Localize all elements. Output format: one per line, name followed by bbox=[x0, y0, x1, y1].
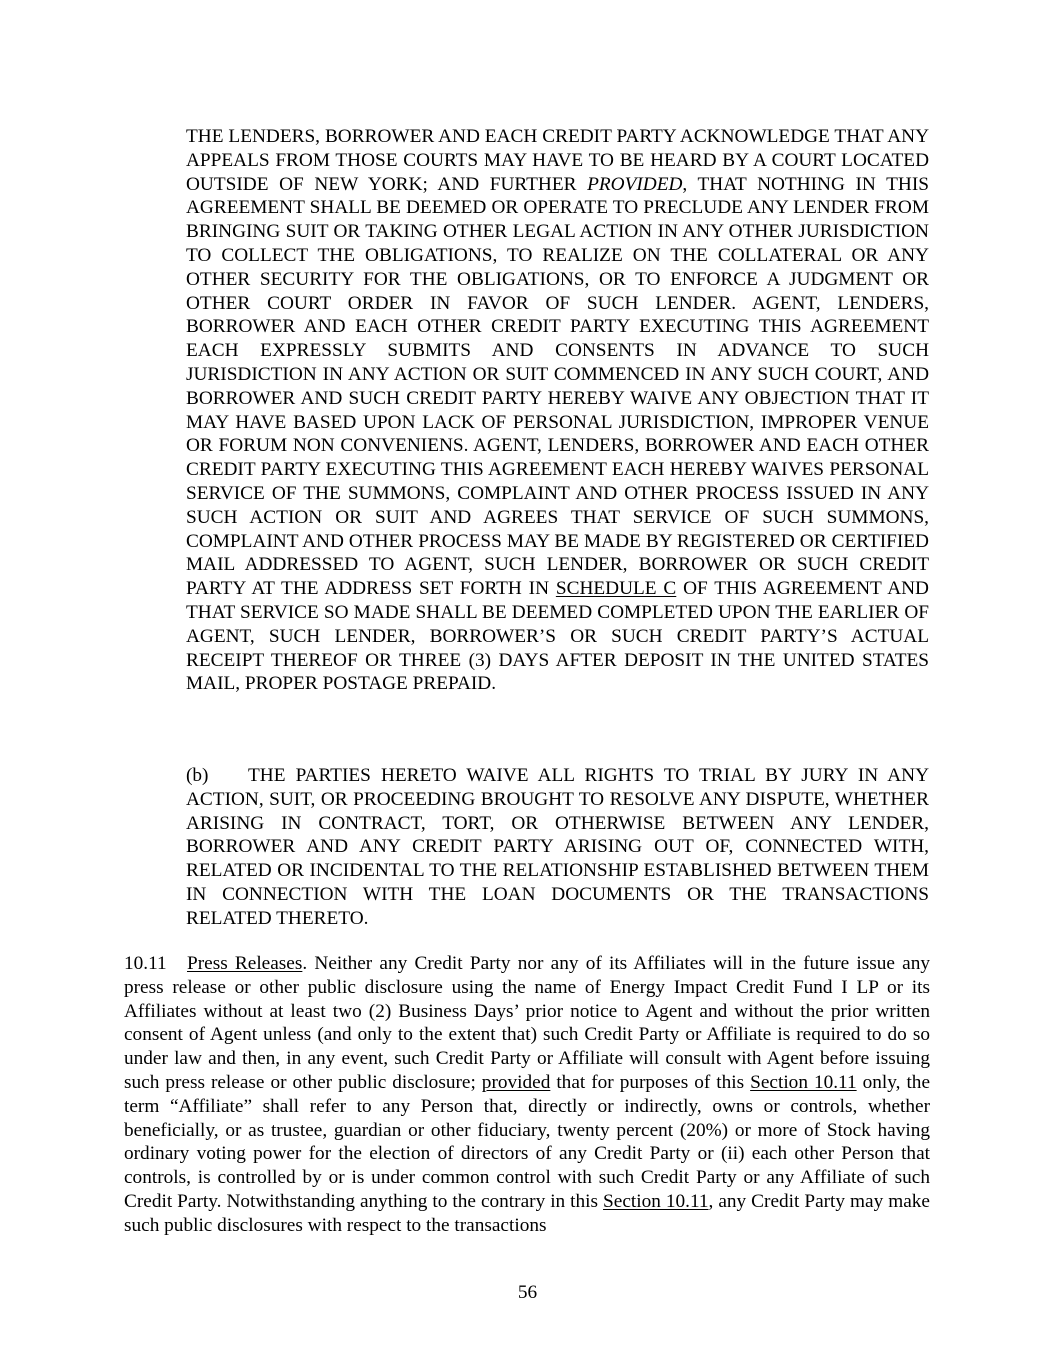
jury-waiver-text: THE PARTIES HERETO WAIVE ALL RIGHTS TO TRIAL BY JURY IN ANY ACTION, SUIT, OR PROCEEDING BROUGHT TO RESOLVE ANY DISPUTE, WHETHER ARISING IN CONTRACT, TORT, OR OTHERWISE BETWEEN ANY LENDER, BORROWER AND ANY CREDIT PARTY ARISING OUT OF, CONNECTED WITH, RELATED OR INCIDENTAL TO THE RELATIONSHIP ESTABLISHED BETWEEN THEM IN CONNECTION WITH THE LOAN DOCUMENTS OR THE TRANSACTIONS RELATED THERETO. bbox=[186, 765, 929, 929]
provided-italic: PROVIDED bbox=[587, 173, 683, 195]
section-number: 10.11 bbox=[124, 953, 167, 974]
press-text-1: . Neither any Credit Party nor any of its Affiliates will in the future issue any press release or other public disclosure using the name of Energy Impact Credit Fund I LP or its Affiliates without at least two (2) Business Days’ prior notice to Agent and without the prior written consent of Agent unless (and only to the extent that) such Credit Party or Affiliate is required to do so under law and then, in any event, such Credit Party or Affiliate will consult with Agent before issuing such press release or other public disclosure; bbox=[124, 953, 930, 1093]
schedule-c-reference: SCHEDULE C bbox=[555, 578, 677, 600]
page-number: 56 bbox=[517, 1282, 538, 1303]
jurisdiction-text-2: , THAT NOTHING IN THIS AGREEMENT SHALL BE DEEMED OR OPERATE TO PRECLUDE ANY LENDER FROM BRINGING SUIT OR TAKING OTHER LEGAL ACTION IN ANY OTHER JURISDICTION TO COLLECT THE OBLIGATIONS, TO REALIZE ON THE COLLATERAL OR ANY OTHER SECURITY FOR THE OBLIGATIONS, OR TO ENFORCE A JUDGMENT OR OTHER COURT ORDER IN FAVOR OF SUCH LENDER. AGENT, LENDERS, BORROWER AND EACH OTHER CREDIT PARTY EXECUTING THIS AGREEMENT EACH EXPRESSLY SUBMITS AND CONSENTS IN ADVANCE TO SUCH JURISDICTION IN ANY ACTION OR SUIT COMMENCED IN ANY SUCH COURT, AND BORROWER AND SUCH CREDIT PARTY HEREBY WAIVE ANY OBJECTION THAT IT MAY HAVE BASED UPON LACK OF PERSONAL JURISDICTION, IMPROPER VENUE OR FORUM NON CONVENIENS. AGENT, LENDERS, BORROWER AND EACH OTHER CREDIT PARTY EXECUTING THIS AGREEMENT EACH HEREBY WAIVES PERSONAL SERVICE OF THE SUMMONS, COMPLAINT AND OTHER PROCESS ISSUED IN ANY SUCH ACTION OR SUIT AND AGREES THAT SERVICE OF SUCH SUMMONS, COMPLAINT AND OTHER PROCESS MAY BE MADE BY REGISTERED OR CERTIFIED MAIL ADDRESSED TO AGENT, SUCH LENDER, BORROWER OR SUCH CREDIT PARTY AT THE ADDRESS SET FORTH IN bbox=[186, 173, 929, 600]
press-releases-section bbox=[124, 952, 930, 1238]
jury-waiver-paragraph bbox=[186, 764, 929, 931]
section-reference-2: Section 10.11 bbox=[603, 1190, 709, 1212]
section-heading: Press Releases bbox=[187, 953, 303, 974]
provided-underlined: provided bbox=[481, 1071, 551, 1093]
section-reference-1: Section 10.11 bbox=[750, 1071, 857, 1093]
clause-label-b: (b) bbox=[186, 765, 209, 786]
jurisdiction-text-1: THE LENDERS, BORROWER AND EACH CREDIT PARTY ACKNOWLEDGE THAT ANY APPEALS FROM THOSE COURTS MAY HAVE TO BE HEARD BY A COURT LOCATED OUTSIDE OF NEW YORK; AND FURTHER bbox=[186, 126, 929, 195]
press-text-3: only, the term “Affiliate” shall refer to any Person that, directly or indirectly, owns or controls, whether beneficially, or as trustee, guardian or other fiduciary, twenty percent (20%) or more of Stock having ordinary voting power for the election of directors of any Credit Party or (ii) each other Person that controls, is controlled by or is under common control with such Credit Party or any Affiliate of such Credit Party. Notwithstanding anything to the contrary in this bbox=[124, 1071, 930, 1212]
press-text-4: , any Credit Party may make such public disclosures with respect to the transactions bbox=[124, 1190, 930, 1236]
jurisdiction-paragraph bbox=[186, 125, 929, 696]
press-text-2: that for purposes of this bbox=[550, 1071, 751, 1093]
jurisdiction-text-3: OF THIS AGREEMENT AND THAT SERVICE SO MADE SHALL BE DEEMED COMPLETED UPON THE EARLIER OF AGENT, SUCH LENDER, BORROWER’S OR SUCH CREDIT PARTY’S ACTUAL RECEIPT THEREOF OR THREE (3) DAYS AFTER DEPOSIT IN THE UNITED STATES MAIL, PROPER POSTAGE PREPAID. bbox=[186, 578, 929, 695]
